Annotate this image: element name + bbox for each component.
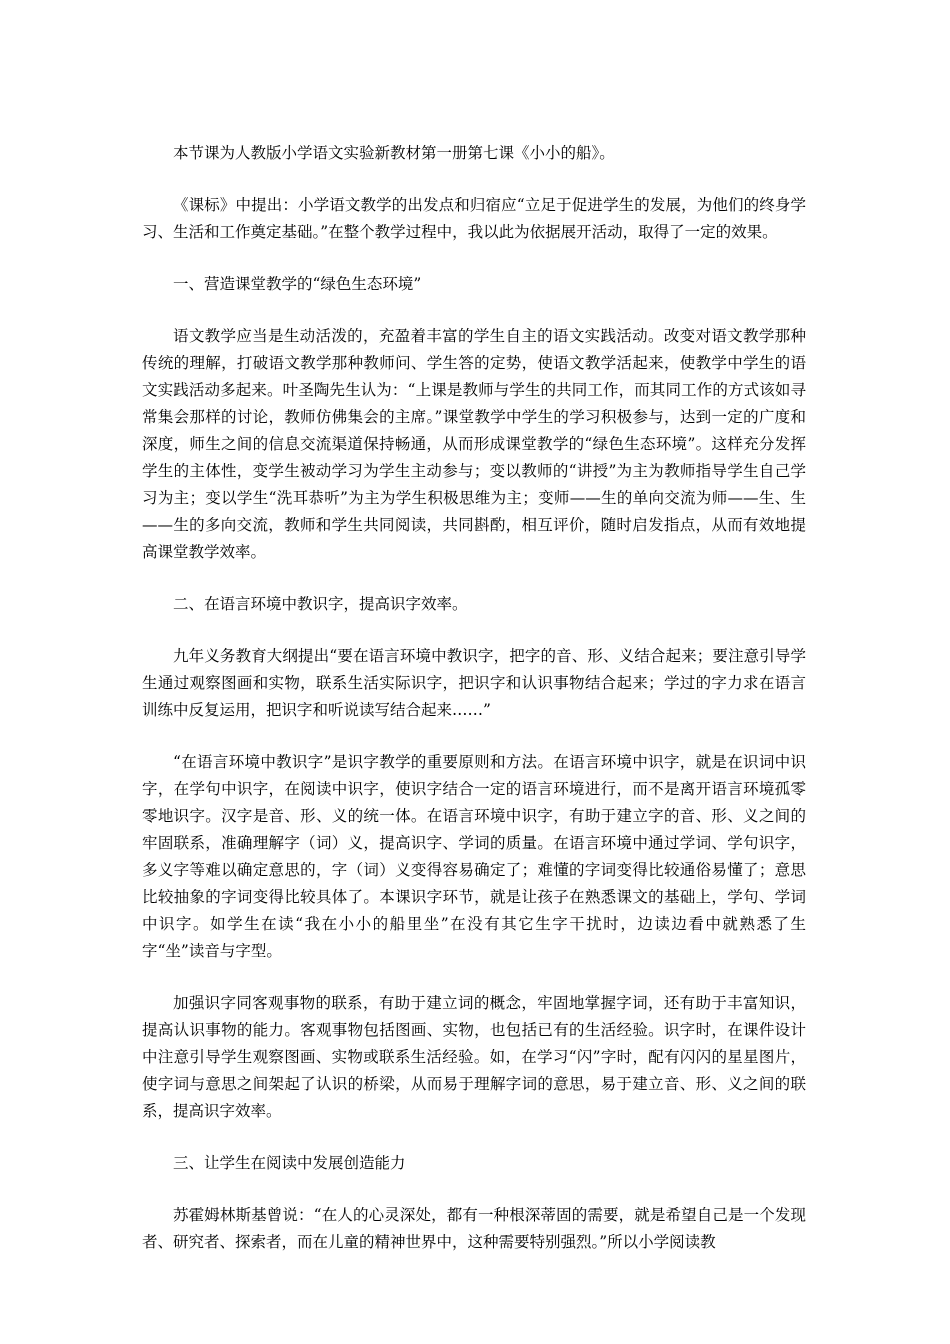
section-2-paragraph-3: 加强识字同客观事物的联系，有助于建立词的概念，牢固地掌握字词，还有助于丰富知识，提高认识事物的能力。客观事物包括图画、实物，也包括已有的生活经验。识字时，在课件设计中注意引导学生观察图画、实物或联系生活经验。如，在学习“闪”字时，配有闪闪的星星图片，使字词与意思之间架起了认识的桥梁，从而易于理解字词的意思，易于建立音、形、义之间的联系，提高识字效率。 xyxy=(142,994,806,1120)
section-3-paragraph: 苏霍姆林斯基曾说：“在人的心灵深处，都有一种根深蒂固的需要，就是希望自己是一个发现者、研究者、探索者，而在儿童的精神世界中，这种需要特别强烈。”所以小学阅读教 xyxy=(142,1206,806,1251)
curriculum-standard-paragraph: 《课标》中提出：小学语文教学的出发点和归宿应“立足于促进学生的发展，为他们的终身学习、生活和工作奠定基础。”在整个教学过程中，我以此为依据展开活动，取得了一定的效果。 xyxy=(142,196,806,241)
paragraph-gap xyxy=(142,1177,806,1202)
paragraph-gap xyxy=(142,618,806,643)
paragraph-gap xyxy=(142,724,806,749)
document-page xyxy=(142,140,806,1256)
section-2-paragraph-2: “在语言环境中教识字”是识字教学的重要原则和方法。在语言环境中识字，就是在识词中识字，在学句中识字，在阅读中识字，使识字结合一定的语言环境进行，而不是离开语言环境孤零零地识字。汉字是音、形、义的统一体。在语言环境中识字，有助于建立字的音、形、义之间的牢固联系，准确理解字（词）义，提高识字、学词的质量。在语言环境中通过学词、学句识字，多义字等难以确定意思的，字（词）义变得容易确定了；难懂的字词变得比较通俗易懂了；意思比较抽象的字词变得比较具体了。本课识字环节，就是让孩子在熟悉课文的基础上，学句、学词中识字。如学生在读“我在小小的船里坐”在没有其它生字干扰时，边读边看中就熟悉了生字“坐”读音与字型。 xyxy=(142,753,806,960)
section-heading-3: 三、让学生在阅读中发展创造能力 xyxy=(173,1154,406,1172)
intro-paragraph: 本节课为人教版小学语文实验新教材第一册第七课《小小的船》。 xyxy=(173,144,615,162)
paragraph-gap xyxy=(142,965,806,990)
paragraph-gap xyxy=(142,246,806,271)
paragraph-gap xyxy=(142,167,806,192)
paragraph-gap xyxy=(142,1125,806,1150)
section-1-paragraph: 语文教学应当是生动活泼的，充盈着丰富的学生自主的语文实践活动。改变对语文教学那种传统的理解，打破语文教学那种教师问、学生答的定势，使语文教学活起来，使教学中学生的语文实践活动多起来。叶圣陶先生认为：“上课是教师与学生的共同工作，而其同工作的方式该如寻常集会那样的讨论，教师仿佛集会的主席。”课堂教学中学生的学习积极参与，达到一定的广度和深度，师生之间的信息交流渠道保持畅通，从而形成课堂教学的“绿色生态环境”。这样充分发挥学生的主体性，变学生被动学习为学生主动参与；变以教师的“讲授”为主为教师指导学生自己学习为主；变以学生“洗耳恭听”为主为学生积极思维为主；变师——生的单向交流为师——生、生——生的多向交流，教师和学生共同阅读，共同斟酌，相互评价，随时启发指点，从而有效地提高课堂教学效率。 xyxy=(142,327,806,561)
section-heading-1: 一、营造课堂教学的“绿色生态环境” xyxy=(173,275,422,293)
section-heading-2: 二、在语言环境中教识字，提高识字效率。 xyxy=(173,595,468,613)
paragraph-gap xyxy=(142,298,806,323)
section-2-paragraph-1: 九年义务教育大纲提出“要在语言环境中教识字，把字的音、形、义结合起来；要注意引导学生通过观察图画和实物，联系生活实际识字，把识字和认识事物结合起来；学过的字力求在语言训练中反复运用，把识字和听说读写结合起来……” xyxy=(142,647,806,719)
paragraph-gap xyxy=(142,566,806,591)
